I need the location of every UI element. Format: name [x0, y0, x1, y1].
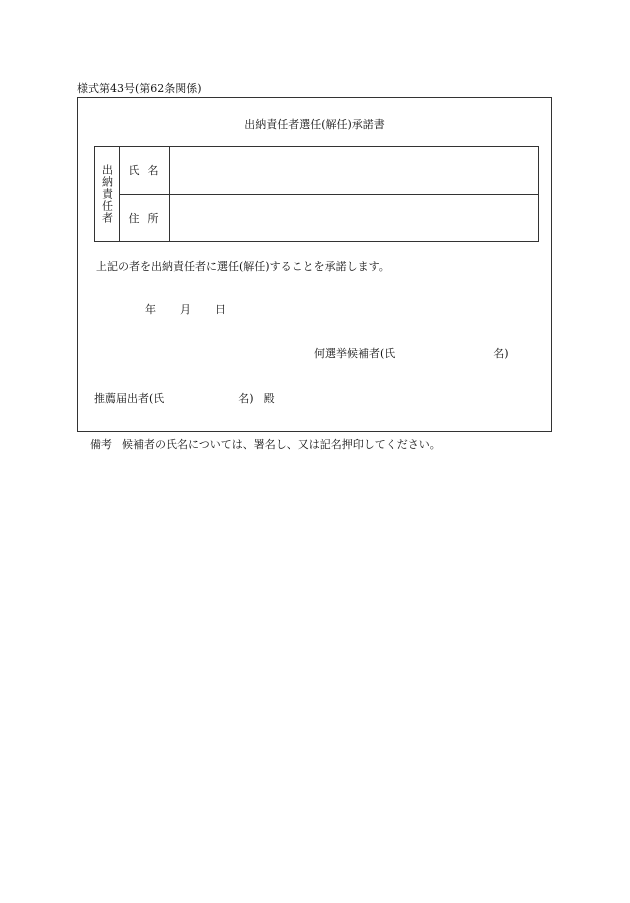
address-label: 住所	[120, 194, 170, 242]
date-line	[145, 301, 226, 317]
address-value-field[interactable]	[170, 194, 539, 242]
date-day: 日	[215, 303, 226, 316]
name-label: 氏名	[120, 147, 170, 195]
document-title: 出納責任者選任(解任)承諾書	[244, 118, 385, 131]
recommender-prefix: 推薦届出者(氏	[94, 392, 165, 405]
note-text: 候補者の氏名については、署名し、又は記名押印してください。	[122, 438, 441, 451]
accountant-info-table	[94, 146, 539, 242]
note-label: 備考	[90, 438, 112, 451]
name-value-field[interactable]	[170, 147, 539, 195]
form-number: 様式第43号(第62条関係)	[77, 82, 202, 95]
remarks-note	[90, 436, 441, 452]
recommender-suffix: 名)	[238, 392, 254, 405]
date-month: 月	[180, 303, 191, 316]
table-row-name	[95, 147, 539, 195]
table-row-address	[95, 194, 539, 242]
acceptance-statement: 上記の者を出納責任者に選任(解任)することを承諾します。	[96, 260, 390, 273]
date-year: 年	[145, 303, 156, 316]
candidate-prefix: 何選挙候補者(氏	[314, 347, 396, 360]
acceptance-form	[77, 97, 552, 432]
side-label-cell	[95, 147, 120, 242]
candidate-suffix: 名)	[493, 347, 509, 360]
side-label: 出納責任者	[100, 164, 114, 224]
candidate-signature-line	[314, 345, 509, 361]
recommender-honorific: 殿	[263, 392, 275, 405]
recommender-line	[94, 390, 275, 406]
